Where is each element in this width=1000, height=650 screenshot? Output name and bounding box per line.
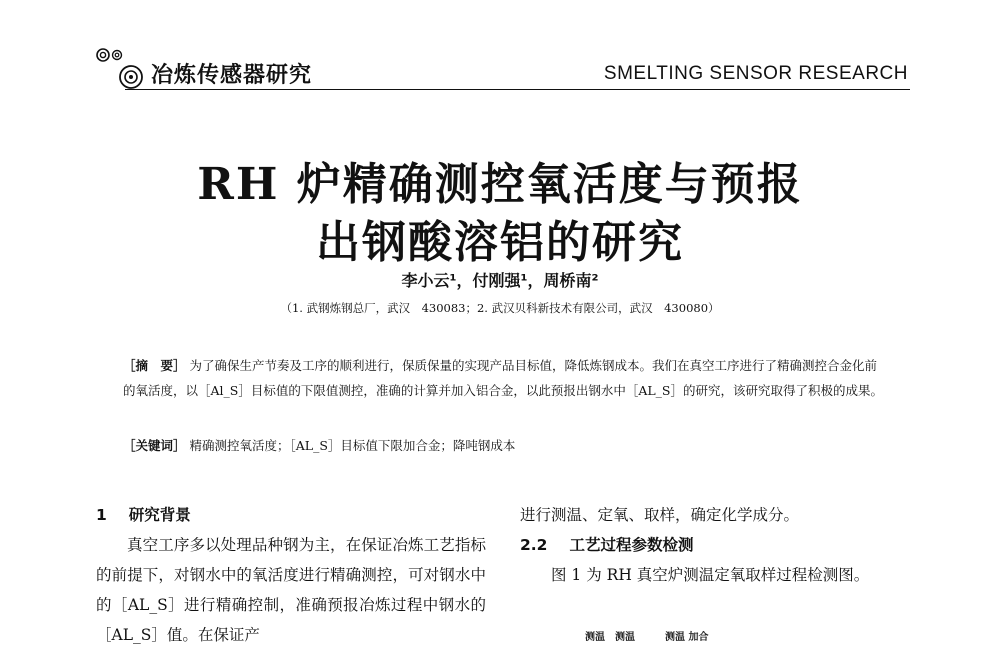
- header-rule: [125, 89, 910, 90]
- abstract-label: ［摘 要］: [123, 358, 186, 373]
- subsection-title: 工艺过程参数检测: [569, 536, 694, 554]
- subsection-heading: [520, 530, 910, 560]
- keywords-text: 精确测控氧活度；［AL_S］目标值下限加合金；降吨钢成本: [189, 438, 516, 453]
- paper-title-line1: RH 炉精确测控氧活度与预报: [197, 159, 803, 210]
- body-paragraph: 真空工序多以处理品种钢为主，在保证冶炼工艺指标的前提下，对钢水中的氧活度进行精确测控，可对钢水中的［AL_S］进行精确控制，准确预报冶炼过程中钢水的［AL_S］值。在保证产: [96, 536, 486, 644]
- journal-logo-icon: [95, 44, 149, 90]
- body-paragraph-continued: 进行测温、定氧、取样，确定化学成分。: [520, 506, 800, 524]
- section-number: 1: [96, 506, 107, 524]
- subsection-number: 2.2: [520, 536, 548, 554]
- abstract: [123, 353, 883, 403]
- journal-section-title-en: SMELTING SENSOR RESEARCH: [603, 63, 908, 84]
- keywords-label: ［关键词］: [123, 438, 186, 453]
- paper-title-line2: 出钢酸溶铝的研究: [316, 217, 684, 268]
- keywords: [123, 436, 883, 454]
- abstract-text: 为了确保生产节奏及工序的顺利进行，保质保量的实现产品目标值，降低炼钢成本。我们在真空工序进行了精确测控合金化前的氧活度，以［Al_S］目标值的下限值测控，准确的计算并加入铝合金，以此预报出钢水中［AL_S］的研究，该研究取得了积极的成果。: [123, 358, 883, 398]
- figure-labels-partial: 测温 测温 测温 加合: [585, 632, 709, 643]
- right-column: [520, 500, 910, 590]
- running-header: [95, 38, 910, 90]
- author-list: 李小云¹，付刚强¹，周桥南²: [401, 271, 599, 290]
- left-column: [96, 500, 486, 650]
- section-heading: [96, 500, 486, 530]
- journal-section-title: 冶炼传感器研究: [151, 63, 313, 88]
- body-paragraph: 图 1 为 RH 真空炉测温定氧取样过程检测图。: [551, 566, 870, 584]
- section-title: 研究背景: [128, 506, 191, 524]
- affiliations: （1. 武钢炼钢总厂，武汉 430083；2. 武汉贝科新技术有限公司，武汉 430080）: [280, 301, 720, 315]
